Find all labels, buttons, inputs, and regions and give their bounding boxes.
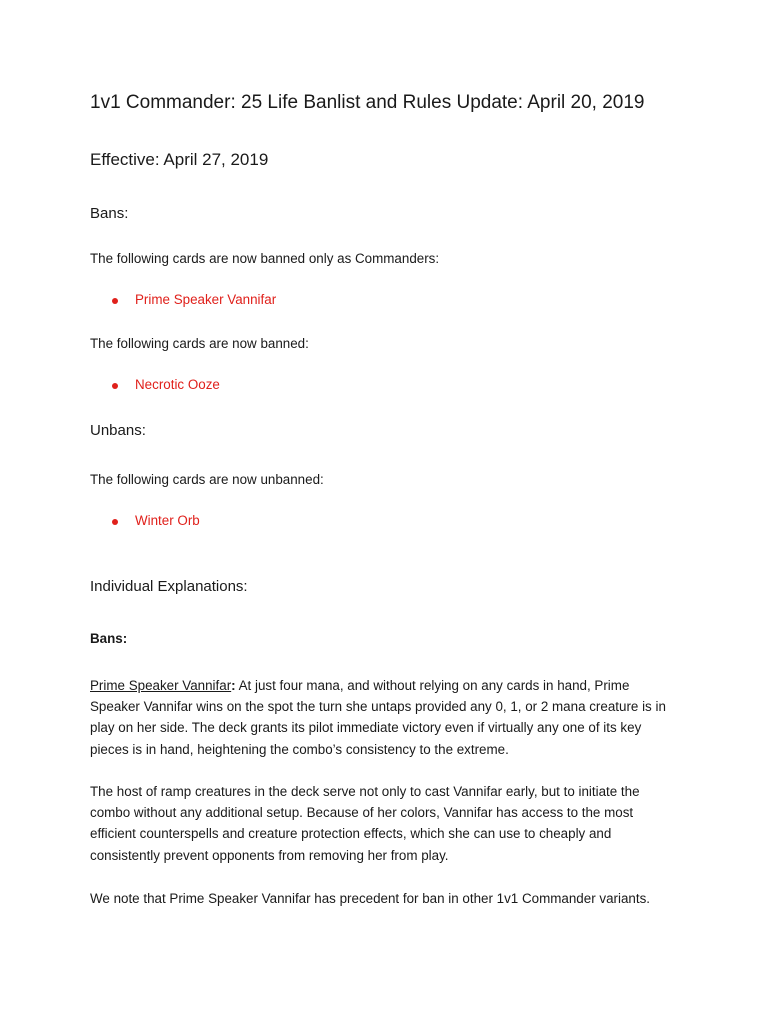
- explanations-heading: Individual Explanations:: [90, 578, 248, 595]
- unbans-heading: Unbans:: [90, 422, 146, 439]
- bans-intro: The following cards are now banned:: [90, 336, 309, 351]
- vannifar-paragraph-1: [90, 675, 682, 760]
- bullet-icon: [112, 298, 118, 304]
- vannifar-paragraph-3: We note that Prime Speaker Vannifar has precedent for ban in other 1v1 Commander variants.: [90, 891, 650, 906]
- card-name: Necrotic Ooze: [135, 377, 220, 392]
- bans-commander-intro: The following cards are now banned only as Commanders:: [90, 251, 440, 266]
- colon: :: [231, 678, 236, 693]
- document-title: 1v1 Commander: 25 Life Banlist and Rules Update: April 20, 2019: [90, 92, 645, 113]
- bullet-icon: [112, 383, 118, 389]
- bans-heading: Bans:: [90, 205, 129, 222]
- card-name-link: Prime Speaker Vannifar: [90, 678, 232, 693]
- vannifar-paragraph-2: The host of ramp creatures in the deck serve not only to cast Vannifar early, but to initiate the combo without any additional setup. Because of her colors, Vannifar has access to the most efficient counterspells and creature protection effects, which she can use to cheaply and consistently prevent opponents from removing her from play.: [90, 784, 640, 863]
- bullet-icon: [112, 519, 118, 525]
- unbans-intro: The following cards are now unbanned:: [90, 472, 324, 487]
- card-name: Prime Speaker Vannifar: [135, 292, 277, 307]
- paragraph-text: At just four mana, and without relying on any cards in hand, Prime Speaker Vannifar wins on the spot the turn she untaps provided any 0, 1, or 2 mana creature is in play on her side. The deck grants its pilot immediate victory even if virtually any one of its key pieces is in hand, heightening the combo’s consistency to the extreme.: [90, 678, 666, 757]
- effective-date: Effective: April 27, 2019: [90, 150, 269, 169]
- card-name: Winter Orb: [135, 513, 200, 528]
- explanations-bans-heading: Bans:: [90, 631, 128, 646]
